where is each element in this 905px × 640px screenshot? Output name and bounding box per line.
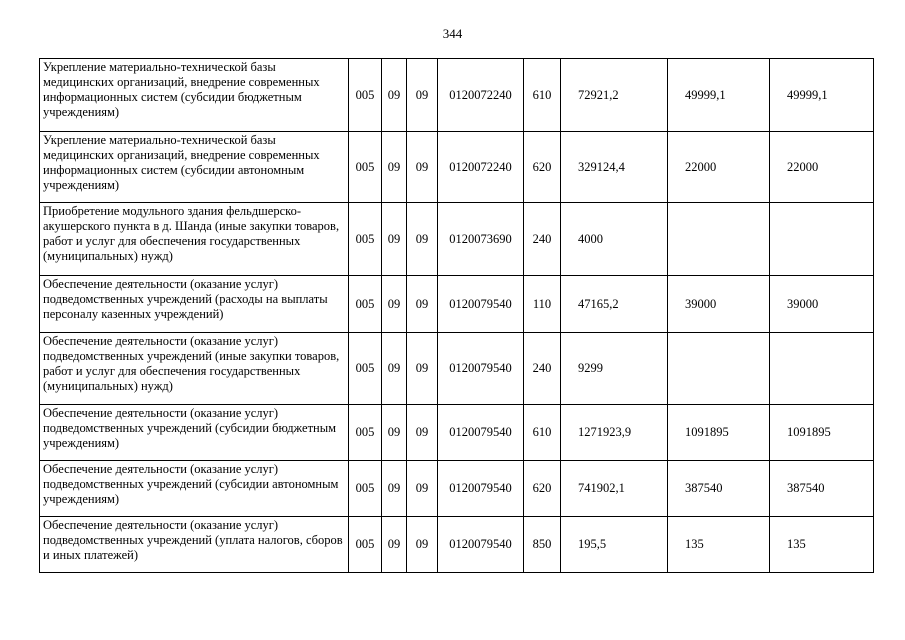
ministry-code: 005	[349, 405, 382, 461]
amount-year-1: 195,5	[561, 517, 668, 573]
target-article-code: 0120079540	[438, 517, 524, 573]
amount-year-1: 4000	[561, 203, 668, 276]
amount-year-2: 135	[668, 517, 770, 573]
expense-name: Приобретение модульного здания фельдшерско-акушерского пункта в д. Шанда (иные закупки товаров, работ и услуг для обеспечения государственных (муниципальных) нужд)	[40, 203, 349, 276]
amount-year-2	[668, 203, 770, 276]
amount-year-3	[770, 203, 874, 276]
expense-name: Обеспечение деятельности (оказание услуг) подведомственных учреждений (субсидии бюджетным учреждениям)	[40, 405, 349, 461]
target-article-code: 0120079540	[438, 333, 524, 405]
expense-type-code: 240	[524, 203, 561, 276]
expense-type-code: 620	[524, 461, 561, 517]
amount-year-3	[770, 333, 874, 405]
amount-year-1: 1271923,9	[561, 405, 668, 461]
table-row	[40, 132, 874, 203]
table-row	[40, 405, 874, 461]
expense-type-code: 610	[524, 405, 561, 461]
table-row	[40, 59, 874, 132]
expense-type-code: 620	[524, 132, 561, 203]
subsection-code: 09	[407, 59, 438, 132]
amount-year-1: 741902,1	[561, 461, 668, 517]
section-code: 09	[382, 461, 407, 517]
expense-type-code: 240	[524, 333, 561, 405]
subsection-code: 09	[407, 132, 438, 203]
amount-year-3: 387540	[770, 461, 874, 517]
subsection-code: 09	[407, 276, 438, 333]
amount-year-2: 39000	[668, 276, 770, 333]
subsection-code: 09	[407, 203, 438, 276]
amount-year-3: 49999,1	[770, 59, 874, 132]
ministry-code: 005	[349, 517, 382, 573]
ministry-code: 005	[349, 132, 382, 203]
amount-year-2: 387540	[668, 461, 770, 517]
amount-year-1: 329124,4	[561, 132, 668, 203]
subsection-code: 09	[407, 517, 438, 573]
section-code: 09	[382, 132, 407, 203]
subsection-code: 09	[407, 333, 438, 405]
target-article-code: 0120079540	[438, 276, 524, 333]
section-code: 09	[382, 59, 407, 132]
amount-year-2	[668, 333, 770, 405]
table-row	[40, 276, 874, 333]
section-code: 09	[382, 203, 407, 276]
ministry-code: 005	[349, 276, 382, 333]
amount-year-3: 1091895	[770, 405, 874, 461]
expense-name: Укрепление материально-технической базы медицинских организаций, внедрение современных информационных систем (субсидии автономным учреждениям)	[40, 132, 349, 203]
expense-type-code: 610	[524, 59, 561, 132]
amount-year-1: 47165,2	[561, 276, 668, 333]
target-article-code: 0120073690	[438, 203, 524, 276]
amount-year-3: 22000	[770, 132, 874, 203]
table-row	[40, 517, 874, 573]
expense-name: Обеспечение деятельности (оказание услуг) подведомственных учреждений (уплата налогов, сборов и иных платежей)	[40, 517, 349, 573]
amount-year-1: 9299	[561, 333, 668, 405]
table-body	[40, 59, 874, 573]
expense-type-code: 110	[524, 276, 561, 333]
target-article-code: 0120072240	[438, 59, 524, 132]
ministry-code: 005	[349, 203, 382, 276]
amount-year-3: 135	[770, 517, 874, 573]
amount-year-1: 72921,2	[561, 59, 668, 132]
ministry-code: 005	[349, 59, 382, 132]
amount-year-3: 39000	[770, 276, 874, 333]
expense-type-code: 850	[524, 517, 561, 573]
subsection-code: 09	[407, 461, 438, 517]
section-code: 09	[382, 276, 407, 333]
amount-year-2: 49999,1	[668, 59, 770, 132]
amount-year-2: 22000	[668, 132, 770, 203]
expense-name: Обеспечение деятельности (оказание услуг) подведомственных учреждений (иные закупки товаров, работ и услуг для обеспечения государственных (муниципальных) нужд)	[40, 333, 349, 405]
expense-name: Обеспечение деятельности (оказание услуг) подведомственных учреждений (расходы на выплаты персоналу казенных учреждений)	[40, 276, 349, 333]
expense-name: Укрепление материально-технической базы медицинских организаций, внедрение современных информационных систем (субсидии бюджетным учреждениям)	[40, 59, 349, 132]
amount-year-2: 1091895	[668, 405, 770, 461]
page-number: 344	[442, 26, 463, 41]
section-code: 09	[382, 333, 407, 405]
ministry-code: 005	[349, 461, 382, 517]
subsection-code: 09	[407, 405, 438, 461]
budget-table	[39, 58, 874, 573]
target-article-code: 0120079540	[438, 405, 524, 461]
table-row	[40, 203, 874, 276]
target-article-code: 0120072240	[438, 132, 524, 203]
table-row	[40, 461, 874, 517]
section-code: 09	[382, 405, 407, 461]
target-article-code: 0120079540	[438, 461, 524, 517]
table-row	[40, 333, 874, 405]
section-code: 09	[382, 517, 407, 573]
ministry-code: 005	[349, 333, 382, 405]
expense-name: Обеспечение деятельности (оказание услуг) подведомственных учреждений (субсидии автономным учреждениям)	[40, 461, 349, 517]
